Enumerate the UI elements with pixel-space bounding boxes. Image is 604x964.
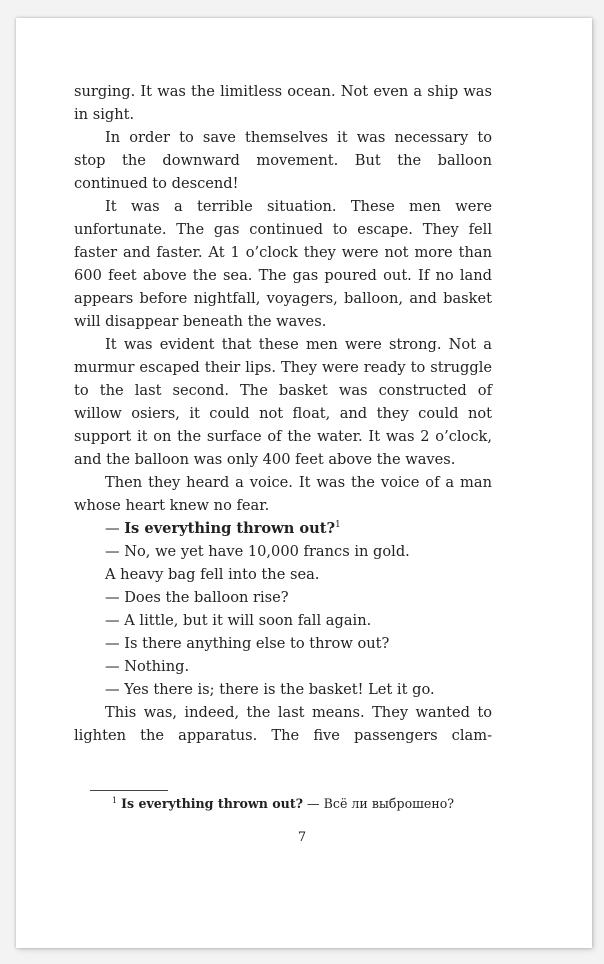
footnote-ref: 1	[335, 520, 341, 531]
dialogue-dash: —	[105, 612, 120, 629]
dialogue-text: Nothing.	[124, 658, 190, 675]
footnote-translation: Всё ли выброшено?	[323, 796, 455, 811]
dialogue-text: Yes there is; there is the basket! Let it go.	[124, 681, 435, 698]
dialogue-text: Does the balloon rise?	[124, 589, 289, 606]
narration-line: A heavy bag fell into the sea.	[105, 566, 320, 583]
dialogue-dash: —	[105, 681, 120, 698]
dialogue-dash: —	[105, 589, 120, 606]
dialogue-text: No, we yet have 10,000 francs in gold.	[124, 543, 410, 560]
dialogue-line	[74, 678, 492, 701]
dialogue-text: Is there anything else to throw out?	[124, 635, 390, 652]
paragraph: This was, indeed, the last means. They wanted to lighten the apparatus. The five passengers clam-	[74, 704, 492, 744]
dialogue-line	[74, 609, 492, 632]
dialogue-line	[74, 517, 492, 540]
footnote-dash: —	[307, 796, 320, 811]
paragraph: It was a terrible situation. These men were unfortunate. The gas continued to escape. They fell faster and faster. At 1 o’clock they were not more than 600 feet above the sea. The gas poured out. If no land appears before nightfall, voyagers, balloon, and basket will disappear beneath the waves.	[74, 198, 492, 330]
paragraph: In order to save themselves it was necessary to stop the downward movement. But the balloon continued to descend!	[74, 129, 492, 192]
dialogue-dash: —	[105, 658, 120, 675]
paragraph: It was evident that these men were strong. Not a murmur escaped their lips. They were ready to struggle to the last second. The basket was constructed of willow osiers, it could not float, and they could not support it on the surface of the water. It was 2 o’clock, and the balloon was only 400 feet above the waves.	[74, 336, 492, 468]
footnote	[90, 794, 492, 814]
dialogue-line	[74, 632, 492, 655]
paragraph: Then they heard a voice. It was the voice of a man whose heart knew no fear.	[74, 474, 492, 514]
dialogue-dash: —	[105, 520, 120, 537]
dialogue-text: A little, but it will soon fall again.	[124, 612, 372, 629]
dialogue-line	[74, 586, 492, 609]
page-number: 7	[297, 830, 307, 845]
paragraph: surging. It was the limitless ocean. Not even a ship was in sight.	[74, 83, 492, 123]
dialogue-line	[74, 655, 492, 678]
dialogue-dash: —	[105, 543, 120, 560]
body-text	[74, 80, 492, 747]
footnote-number: 1	[112, 795, 118, 805]
dialogue-line	[74, 540, 492, 563]
dialogue-text-bold: Is everything thrown out?	[124, 520, 336, 537]
footnote-divider	[90, 790, 168, 791]
dialogue-dash: —	[105, 635, 120, 652]
footnote-term: Is everything thrown out?	[121, 796, 304, 811]
